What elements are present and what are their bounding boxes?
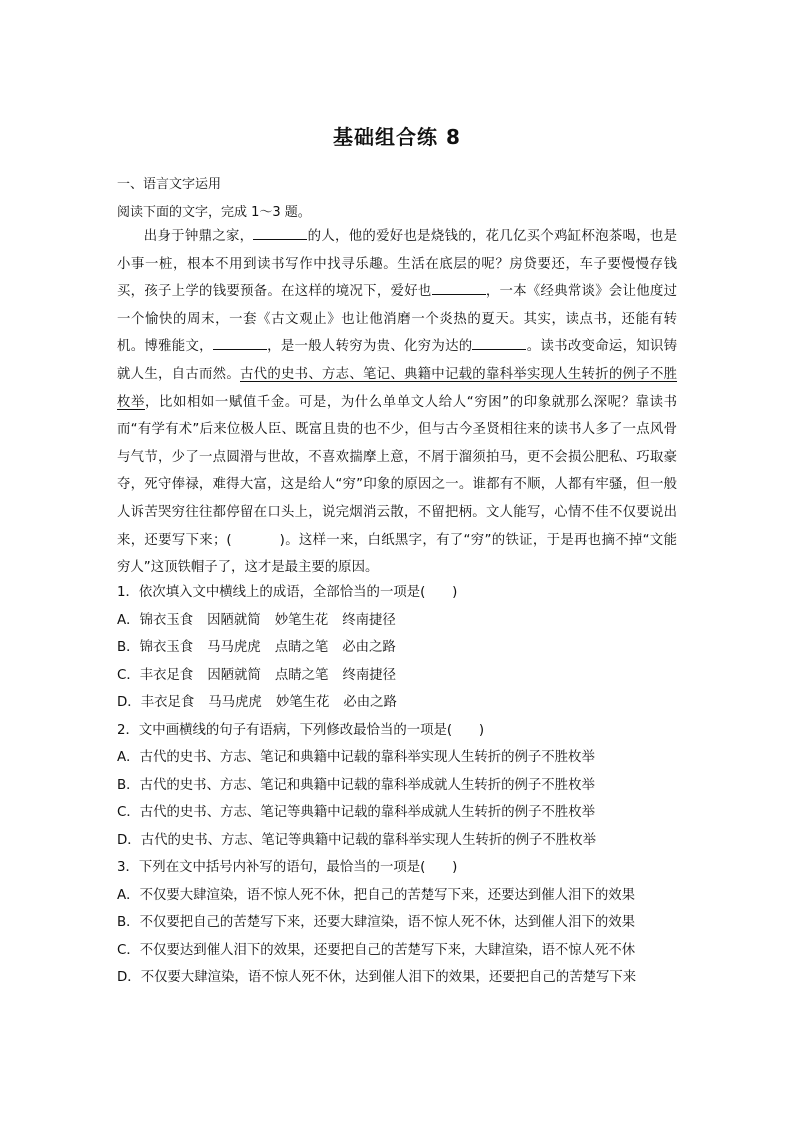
option-text: 古代的史书、方志、笔记等典籍中记载的靠科举实现人生转折的例子不胜枚举 (140, 832, 596, 848)
reading-passage (117, 223, 677, 582)
option-word: 必由之路 (343, 695, 397, 710)
option-word: 必由之路 (342, 640, 396, 655)
question-option (117, 827, 687, 855)
option-text: 不仅要大肆渲染，语不惊人死不休，把自己的苦楚写下来，还要达到催人泪下的效果 (139, 887, 636, 903)
option-letter: A． (117, 750, 140, 765)
option-word: 锦衣玉食 (139, 612, 194, 628)
passage-text: )。这样一来，白纸黑字，有了“穷”的铁证，于是再也摘不掉“文能穷人”这顶铁帽子了，这才是最主要的原因。 (117, 532, 677, 576)
option-word: 终南捷径 (342, 667, 396, 683)
fill-blank-2 (432, 280, 486, 295)
question-stem: 2．文中画横线的句子有语病，下列修改最恰当的一项是( ) (117, 722, 485, 738)
option-word: 锦衣玉食 (139, 640, 194, 655)
option-text: 不仅要大肆渲染，语不惊人死不休，达到催人泪下的效果，还要把自己的苦楚写下来 (140, 970, 637, 985)
question-option (117, 882, 687, 910)
question-option (117, 772, 687, 800)
question-option (117, 799, 687, 827)
option-word: 因陋就简 (207, 612, 261, 628)
option-letter: C． (117, 942, 140, 958)
option-text: 不仅要把自己的苦楚写下来，还要大肆渲染，语不惊人死不休，达到催人泪下的效果 (139, 915, 636, 930)
question-option (117, 634, 687, 662)
question-option (117, 689, 687, 717)
option-text: 古代的史书、方志、笔记和典籍中记载的靠科举实现人生转折的例子不胜枚举 (139, 750, 595, 765)
option-word: 因陋就简 (207, 667, 261, 683)
option-letter: D． (117, 970, 141, 985)
passage-text: 出身于钟鼎之家， (143, 229, 254, 244)
underlined-sentence: 古代的史书、方志、笔记、典籍中记载的靠科举实现人生转折的例子不胜枚举 (117, 366, 678, 410)
page-title: 基础组合练 8 (333, 125, 461, 149)
passage-text: 的人，他的爱好也是烧钱的，花几亿买个鸡缸杯泡茶喝，也是小事一桩，根本不用到读书写作中找寻乐趣。生活在底层的呢？房贷要还，车子要慢慢存钱买，孩子上学的钱要预备。在这样的境况下，爱好也 (117, 229, 678, 300)
option-word: 妙笔生花 (275, 695, 330, 710)
passage-text: ，一本《经典常谈》会让他度过一个愉快的周末，一套《古文观止》也让他消磨一个炎热的夏天。其实，读点书，还能有转机。博雅能文， (117, 284, 678, 355)
option-letter: B． (117, 777, 140, 793)
question-list (117, 579, 687, 992)
option-word: 点睛之笔 (274, 667, 329, 683)
question-option (117, 662, 687, 690)
option-letter: D． (117, 832, 141, 848)
option-letter: B． (117, 915, 140, 930)
question-option (117, 744, 687, 772)
option-letter: C． (117, 805, 140, 820)
option-word: 丰衣足食 (139, 667, 194, 683)
section-heading: 一、语言文字运用 (117, 177, 222, 192)
question-option (117, 937, 687, 965)
option-letter: C． (117, 667, 140, 683)
passage-text: ，是一般人转穷为贵、化穷为达的 (266, 339, 473, 355)
option-text: 古代的史书、方志、笔记等典籍中记载的靠科举成就人生转折的例子不胜枚举 (139, 805, 596, 820)
question-stem: 3．下列在文中括号内补写的语句，最恰当的一项是( ) (117, 860, 458, 875)
option-word: 丰衣足食 (140, 695, 195, 710)
fill-blank-1 (253, 225, 307, 240)
question-option (117, 909, 687, 937)
option-word: 终南捷径 (342, 612, 396, 628)
option-text: 不仅要达到催人泪下的效果，还要把自己的苦楚写下来，大肆渲染，语不惊人死不休 (139, 942, 636, 958)
reading-instruction: 阅读下面的文字，完成 1～3 题。 (117, 205, 311, 220)
question-option (117, 607, 687, 635)
option-word: 马马虎虎 (208, 695, 262, 710)
passage-text: ，比如相如一赋值千金。可是，为什么单单文人给人“穷困”的印象就那么深呢？靠读书而“有学有术”后来位极人臣、既富且贵的也不少，但与古今圣贤相往来的读书人多了一点风骨与气节，少了一点圆滑与世故，不喜欢揣摩上意，不屑于溜须拍马，更不会损公肥私、巧取豪夺，死守俸禄，难得大富，这是给人“穷”印象的原因之一。谁都有不顺，人都有牢骚，但一般人诉苦哭穷往往都停留在口头上，说完烟消云散，不留把柄。文人能写，心情不佳不仅要说出来，还要写下来；( (117, 394, 678, 548)
option-word: 妙笔生花 (274, 612, 329, 628)
option-letter: A． (117, 612, 140, 628)
option-text: 古代的史书、方志、笔记和典籍中记载的靠科举成就人生转折的例子不胜枚举 (139, 777, 595, 793)
fill-blank-3 (213, 335, 267, 350)
option-word: 点睛之笔 (274, 640, 329, 655)
fill-blank-4 (472, 335, 526, 350)
option-letter: B． (117, 640, 140, 655)
option-letter: D． (117, 695, 141, 710)
option-word: 马马虎虎 (207, 640, 261, 655)
question-stem: 1．依次填入文中横线上的成语，全部恰当的一项是( ) (117, 585, 458, 600)
option-letter: A． (117, 887, 140, 903)
passage-text: 。读书改变命运，知识铸就人生，自古而然。 (117, 339, 678, 382)
question-option (117, 964, 687, 992)
